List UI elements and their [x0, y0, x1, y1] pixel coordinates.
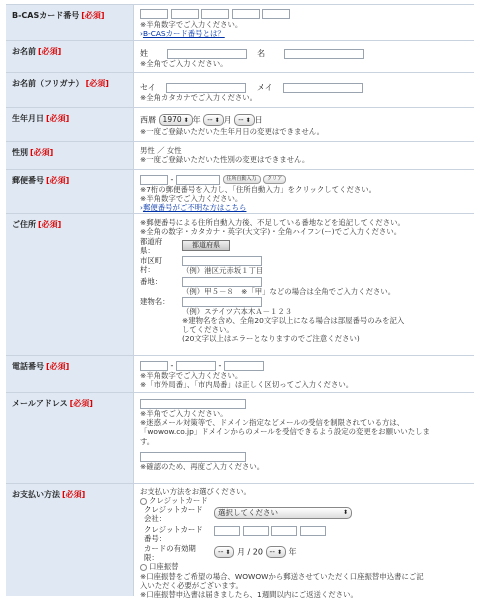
address-note-2: ※全角の数字・カタカナ・英字(大文字)・全角ハイフン(ー)でご入力ください。: [140, 227, 402, 237]
bldg-note-3: (20文字以上はエラーとなりますのでご注意ください): [182, 334, 360, 344]
building-input[interactable]: [182, 297, 262, 307]
postal-note-2: ※半角数字でご入力ください。: [140, 194, 243, 204]
card-number-input-4[interactable]: [300, 526, 326, 536]
postal-note-1: ※7桁の郵便番号を入力し、「住所自動入力」をクリックしてください。: [140, 185, 377, 194]
phone-input-3[interactable]: [224, 361, 264, 371]
row-kana: [6, 73, 474, 108]
card-company-label: クレジットカード会社：: [144, 505, 203, 524]
gender-label: 性別 [必須]: [6, 142, 134, 169]
select-arrow-icon: ⬍: [183, 117, 189, 124]
email-note-3: 「wowow.co.jp」ドメインからのメールを受信できるよう設定の変更をお願いいたしま: [140, 427, 430, 437]
card-number-input-3[interactable]: [271, 526, 297, 536]
birth-day-select[interactable]: -- ⬍: [234, 114, 254, 126]
pref-label: 都道府県：: [140, 237, 163, 256]
last-name-kana-input[interactable]: [166, 83, 246, 93]
row-phone: 電話番号 [必須] - - ※半角数字でご入力ください。 ※「市外局番」、「市内局番」は正しく区切ってご入力ください。: [6, 356, 474, 393]
phone-note-2: ※「市外局番」、「市内局番」は正しく区切ってご入力ください。: [140, 380, 354, 390]
bldg-note-2: してください。: [182, 325, 234, 335]
phone-input-2[interactable]: [176, 361, 216, 371]
name-label: お名前 [必須]: [6, 41, 134, 72]
bldg-label: 建物名：: [140, 296, 170, 306]
bcas-input-1[interactable]: [140, 9, 168, 19]
email-note-4: す。: [140, 436, 155, 446]
clear-button[interactable]: クリア: [263, 175, 286, 184]
phone-input-1[interactable]: [140, 361, 168, 371]
city-example: （例）港区元赤坂１丁目: [182, 266, 264, 276]
bcas-label: B-CASカード番号 [必須]: [6, 5, 134, 40]
postal-input-2[interactable]: [176, 175, 220, 185]
link-arrow-icon: ›: [140, 29, 143, 39]
name-note: ※全角でご入力ください。: [140, 59, 228, 68]
bank-note-2: 入いただく必要がございます。: [140, 580, 243, 590]
required-badge: [必須]: [81, 11, 105, 20]
era-label: 西暦: [140, 115, 156, 125]
select-arrow-icon: ⬍: [214, 117, 220, 124]
select-arrow-icon: ⬍: [342, 509, 348, 517]
mei-kana-label: メイ: [256, 83, 273, 92]
banchi-label: 番地：: [140, 276, 163, 286]
bank-label: 口座振替: [149, 562, 179, 572]
payment-label: お支払い方法 [必須]: [6, 484, 134, 596]
row-payment: お支払い方法 [必須] お支払い方法をお選びください。 クレジットカード クレジットカード会社： 選択してください ⬍ クレジットカード番号： カードの有効期限： -- ⬍ 月 / 20 -- ⬍ 年 口座振替 ※口座振替をご希望の場合、WOWOWから郵送させていただく口座振替申込書にご記 入いただく必要がございます。 ※口座振替申込書は届きましたら、1週間以内にご返送ください。: [6, 484, 474, 596]
first-name-kana-input[interactable]: [283, 83, 363, 93]
bank-note-3: ※口座振替申込書は届きましたら、1週間以内にご返送ください。: [140, 590, 358, 599]
row-gender: [6, 142, 474, 170]
card-company-select[interactable]: 選択してください ⬍: [214, 507, 352, 519]
card-number-input-1[interactable]: [214, 526, 240, 536]
credit-label: クレジットカード: [149, 496, 208, 506]
birth-year-select[interactable]: 1970 ⬍: [159, 114, 193, 126]
payment-note: お支払い方法をお選びください。: [140, 487, 251, 496]
row-email: [6, 393, 474, 484]
expiry-month-select[interactable]: -- ⬍: [214, 546, 234, 558]
bcas-input-3[interactable]: [201, 9, 229, 19]
row-bcas: [6, 4, 474, 41]
bcas-input-4[interactable]: [232, 9, 260, 19]
last-name-input[interactable]: [167, 49, 247, 59]
phone-note-1: ※半角数字でご入力ください。: [140, 371, 243, 380]
card-number-label: クレジットカード番号：: [144, 525, 203, 544]
email-confirm-input[interactable]: [140, 452, 246, 462]
registration-form: [6, 4, 474, 599]
banchi-input[interactable]: [182, 277, 262, 287]
row-address: [6, 214, 474, 356]
bank-radio[interactable]: [140, 564, 147, 571]
row-birth: 生年月日 [必須] 西暦 1970 ⬍ 年 -- ⬍ 月 -- ⬍ 日 ※一度ご登録いただいた生年月日の変更はできません。: [6, 108, 474, 142]
birth-note: ※一度ご登録いただいた生年月日の変更はできません。: [140, 127, 325, 136]
row-name: [6, 41, 474, 73]
phone-label: 電話番号 [必須]: [6, 356, 134, 392]
postal-label: 郵便番号 [必須]: [6, 170, 134, 213]
bank-note-1: ※口座振替をご希望の場合、WOWOWから郵送させていただく口座振替申込書にご記: [140, 571, 424, 581]
bldg-example: （例）ステイツ六本木Ａ－１２３: [182, 306, 293, 316]
bcas-help-link[interactable]: B-CASカード番号とは？: [142, 29, 225, 39]
postal-input-1[interactable]: [140, 175, 168, 185]
bcas-input-5[interactable]: [262, 9, 290, 19]
gender-note: ※一度ご登録いただいた性別の変更はできません。: [140, 155, 310, 165]
kana-note: ※全角カタカナでご入力ください。: [140, 93, 258, 102]
address-note-1: ※郵便番号による住所自動入力後、不足している番地などを追記してください。: [140, 218, 405, 227]
bcas-note: ※半角数字でご入力ください。: [140, 20, 243, 29]
card-number-input-2[interactable]: [243, 526, 269, 536]
expiry-label: カードの有効期限：: [144, 544, 196, 563]
expiry-year-select[interactable]: -- ⬍: [266, 546, 286, 558]
postal-help-link[interactable]: 郵便番号がご不明な方はこちら: [142, 203, 247, 213]
select-arrow-icon: ⬍: [245, 117, 251, 124]
city-input[interactable]: [182, 256, 262, 266]
email-note-2: ※迷惑メール対策等で、ドメイン指定などメールの受信を制限されている方は、: [140, 418, 405, 428]
gender-options[interactable]: 男性 ／ 女性: [140, 146, 182, 155]
address-label: ご住所 [必須]: [6, 214, 134, 355]
prefecture-select[interactable]: 都道府県: [182, 240, 230, 251]
sei-label: 姓: [140, 49, 148, 58]
credit-radio[interactable]: [140, 498, 147, 505]
bldg-note-1: ※建物名を含め、全角20文字以上になる場合は部屋番号のみを記入: [182, 316, 405, 326]
email-note-1: ※半角でご入力ください。: [140, 409, 228, 418]
email-confirm-note: ※確認のため、再度ご入力ください。: [140, 461, 265, 471]
mei-label: 名: [257, 49, 266, 58]
bcas-input-2[interactable]: [171, 9, 199, 19]
email-label: メールアドレス [必須]: [6, 393, 134, 483]
banchi-example: （例）甲５－８ ※「甲」などの場合は全角でご入力ください。: [182, 286, 396, 296]
first-name-input[interactable]: [284, 49, 364, 59]
sei-kana-label: セイ: [140, 83, 156, 92]
select-arrow-icon: ⬍: [276, 549, 282, 557]
row-postal: 郵便番号 [必須] - 住所自動入力 クリア ※7桁の郵便番号を入力し、「住所自動入力」をクリックしてください。 ※半角数字でご入力ください。 ›郵便番号がご不明な方はこちら: [6, 170, 474, 214]
birth-label: 生年月日 [必須]: [6, 108, 134, 141]
city-label: 市区町村：: [140, 256, 163, 275]
email-input[interactable]: [140, 399, 246, 409]
select-arrow-icon: ⬍: [225, 549, 231, 557]
kana-label: お名前（フリガナ） [必須]: [6, 73, 134, 107]
birth-month-select[interactable]: -- ⬍: [203, 114, 223, 126]
auto-address-button[interactable]: 住所自動入力: [223, 175, 261, 184]
